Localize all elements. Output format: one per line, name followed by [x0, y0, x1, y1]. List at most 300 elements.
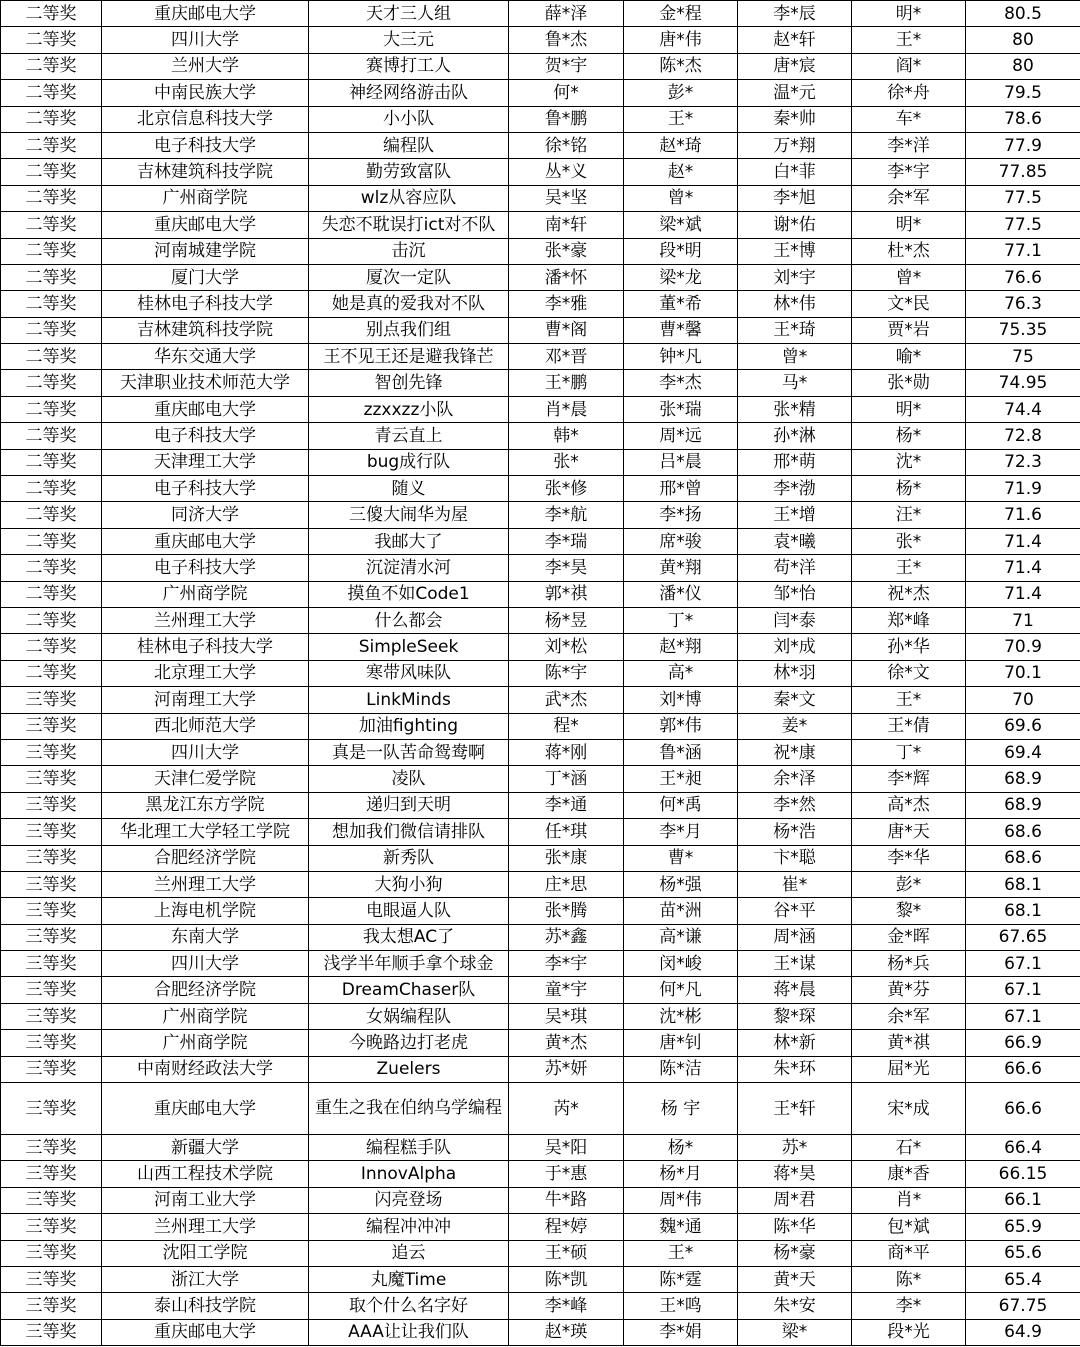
- team-name-cell: 赛博打工人: [309, 53, 509, 79]
- team-name-cell: 寒带风味队: [309, 660, 509, 686]
- member-cell: 张*瑞: [624, 396, 738, 422]
- member-cell: 黄*杰: [509, 1030, 624, 1056]
- team-name-cell: 编程糕手队: [309, 1135, 509, 1161]
- member-cell: 庄*思: [509, 871, 624, 897]
- score-cell: 67.75: [966, 1293, 1080, 1319]
- team-name-cell: DreamChaser队: [309, 977, 509, 1003]
- member-cell: 刘*博: [624, 687, 738, 713]
- coach-cell: 肖*: [852, 1187, 966, 1213]
- member-cell: 芮*: [509, 1083, 624, 1135]
- member-cell: 刘*宇: [738, 264, 852, 290]
- score-cell: 67.65: [966, 924, 1080, 950]
- score-cell: 71.6: [966, 502, 1080, 528]
- member-cell: 秦*文: [738, 687, 852, 713]
- award-cell: 三等奖: [1, 1319, 102, 1345]
- member-cell: 邹*怡: [738, 581, 852, 607]
- member-cell: 高*: [624, 660, 738, 686]
- team-name-cell: 天才三人组: [309, 1, 509, 27]
- school-cell: 重庆邮电大学: [102, 528, 309, 554]
- award-cell: 二等奖: [1, 607, 102, 633]
- member-cell: 杨*昱: [509, 607, 624, 633]
- member-cell: 黄*翔: [624, 555, 738, 581]
- score-cell: 80.5: [966, 1, 1080, 27]
- member-cell: 王*鹏: [509, 370, 624, 396]
- member-cell: 李*雅: [509, 291, 624, 317]
- coach-cell: 车*: [852, 106, 966, 132]
- member-cell: 陈*杰: [624, 53, 738, 79]
- score-cell: 75: [966, 344, 1080, 370]
- member-cell: 李*航: [509, 502, 624, 528]
- score-cell: 77.5: [966, 212, 1080, 238]
- table-row: [1, 845, 1080, 871]
- school-cell: 重庆邮电大学: [102, 1, 309, 27]
- school-cell: 广州商学院: [102, 1003, 309, 1029]
- coach-cell: 徐*文: [852, 660, 966, 686]
- member-cell: 朱*安: [738, 1293, 852, 1319]
- table-row: [1, 1056, 1080, 1082]
- award-cell: 二等奖: [1, 159, 102, 185]
- school-cell: 重庆邮电大学: [102, 1319, 309, 1345]
- score-cell: 69.6: [966, 713, 1080, 739]
- member-cell: 王*轩: [738, 1083, 852, 1135]
- member-cell: 杨*: [624, 1135, 738, 1161]
- school-cell: 西北师范大学: [102, 713, 309, 739]
- coach-cell: 屈*光: [852, 1056, 966, 1082]
- member-cell: 贺*宇: [509, 53, 624, 79]
- member-cell: 李*杰: [624, 370, 738, 396]
- score-cell: 68.1: [966, 871, 1080, 897]
- coach-cell: 李*: [852, 1293, 966, 1319]
- team-name-cell: 神经网络游击队: [309, 80, 509, 106]
- member-cell: 韩*: [509, 423, 624, 449]
- member-cell: 赵*翔: [624, 634, 738, 660]
- school-cell: 兰州大学: [102, 53, 309, 79]
- score-cell: 68.9: [966, 766, 1080, 792]
- table-row: [1, 396, 1080, 422]
- member-cell: 王*琦: [738, 317, 852, 343]
- coach-cell: 商*平: [852, 1240, 966, 1266]
- table-row: [1, 1214, 1080, 1240]
- member-cell: 张*腾: [509, 898, 624, 924]
- award-cell: 三等奖: [1, 1030, 102, 1056]
- score-cell: 70: [966, 687, 1080, 713]
- member-cell: 李*扬: [624, 502, 738, 528]
- table-row: [1, 660, 1080, 686]
- award-cell: 二等奖: [1, 106, 102, 132]
- table-row: [1, 871, 1080, 897]
- score-cell: 69.4: [966, 739, 1080, 765]
- score-cell: 76.6: [966, 264, 1080, 290]
- team-name-cell: 我太想AC了: [309, 924, 509, 950]
- award-cell: 三等奖: [1, 1161, 102, 1187]
- member-cell: 杨*浩: [738, 819, 852, 845]
- team-name-cell: 凌队: [309, 766, 509, 792]
- team-name-cell: 浅学半年顺手拿个球金: [309, 951, 509, 977]
- school-cell: 兰州理工大学: [102, 871, 309, 897]
- school-cell: 天津仁爱学院: [102, 766, 309, 792]
- school-cell: 四川大学: [102, 951, 309, 977]
- school-cell: 重庆邮电大学: [102, 1083, 309, 1135]
- member-cell: 张*精: [738, 396, 852, 422]
- member-cell: 朱*环: [738, 1056, 852, 1082]
- coach-cell: 李*辉: [852, 766, 966, 792]
- award-cell: 三等奖: [1, 845, 102, 871]
- member-cell: 刘*松: [509, 634, 624, 660]
- award-cell: 三等奖: [1, 1214, 102, 1240]
- team-name-cell: 重生之我在伯纳乌学编程: [309, 1083, 509, 1135]
- coach-cell: 张*: [852, 528, 966, 554]
- score-cell: 72.8: [966, 423, 1080, 449]
- member-cell: 姜*: [738, 713, 852, 739]
- member-cell: 沈*彬: [624, 1003, 738, 1029]
- member-cell: 陈*宇: [509, 660, 624, 686]
- score-cell: 68.9: [966, 792, 1080, 818]
- coach-cell: 张*勋: [852, 370, 966, 396]
- team-name-cell: 编程队: [309, 132, 509, 158]
- member-cell: 唐*钊: [624, 1030, 738, 1056]
- school-cell: 同济大学: [102, 502, 309, 528]
- member-cell: 李*峰: [509, 1293, 624, 1319]
- table-row: [1, 687, 1080, 713]
- table-row: [1, 713, 1080, 739]
- member-cell: 王*谋: [738, 951, 852, 977]
- member-cell: 武*杰: [509, 687, 624, 713]
- member-cell: 王*: [624, 106, 738, 132]
- member-cell: 李*娟: [624, 1319, 738, 1345]
- award-cell: 二等奖: [1, 660, 102, 686]
- award-cell: 三等奖: [1, 792, 102, 818]
- table-row: [1, 977, 1080, 1003]
- score-cell: 67.1: [966, 951, 1080, 977]
- team-name-cell: 加油fighting: [309, 713, 509, 739]
- member-cell: 蒋*晨: [738, 977, 852, 1003]
- team-name-cell: 丸魔Time: [309, 1266, 509, 1292]
- member-cell: 金*程: [624, 1, 738, 27]
- coach-cell: 明*: [852, 1, 966, 27]
- coach-cell: 彭*: [852, 871, 966, 897]
- table-row: [1, 449, 1080, 475]
- school-cell: 河南理工大学: [102, 687, 309, 713]
- member-cell: 彭*: [624, 80, 738, 106]
- member-cell: 童*宇: [509, 977, 624, 1003]
- team-name-cell: 小小队: [309, 106, 509, 132]
- member-cell: 林*伟: [738, 291, 852, 317]
- coach-cell: 李*宇: [852, 159, 966, 185]
- award-cell: 二等奖: [1, 238, 102, 264]
- award-cell: 二等奖: [1, 370, 102, 396]
- coach-cell: 包*斌: [852, 1214, 966, 1240]
- member-cell: 郭*伟: [624, 713, 738, 739]
- team-name-cell: 别点我们组: [309, 317, 509, 343]
- team-name-cell: 随义: [309, 476, 509, 502]
- member-cell: 马*: [738, 370, 852, 396]
- score-cell: 80: [966, 27, 1080, 53]
- score-cell: 76.3: [966, 291, 1080, 317]
- member-cell: 张*豪: [509, 238, 624, 264]
- team-name-cell: 想加我们微信请排队: [309, 819, 509, 845]
- team-name-cell: 大三元: [309, 27, 509, 53]
- member-cell: 邢*曾: [624, 476, 738, 502]
- award-cell: 三等奖: [1, 1240, 102, 1266]
- award-cell: 二等奖: [1, 27, 102, 53]
- table-row: [1, 317, 1080, 343]
- member-cell: 王*鸣: [624, 1293, 738, 1319]
- team-name-cell: wlz从容应队: [309, 185, 509, 211]
- score-cell: 72.3: [966, 449, 1080, 475]
- member-cell: 吴*琪: [509, 1003, 624, 1029]
- member-cell: 南*轩: [509, 212, 624, 238]
- coach-cell: 段*光: [852, 1319, 966, 1345]
- member-cell: 李*昊: [509, 555, 624, 581]
- member-cell: 赵*轩: [738, 27, 852, 53]
- school-cell: 河南城建学院: [102, 238, 309, 264]
- team-name-cell: 智创先锋: [309, 370, 509, 396]
- team-name-cell: 编程冲冲冲: [309, 1214, 509, 1240]
- table-row: [1, 1161, 1080, 1187]
- table-row: [1, 53, 1080, 79]
- member-cell: 杨*强: [624, 871, 738, 897]
- table-row: [1, 1083, 1080, 1135]
- table-row: [1, 370, 1080, 396]
- award-cell: 三等奖: [1, 713, 102, 739]
- member-cell: 王*硕: [509, 1240, 624, 1266]
- member-cell: 薛*泽: [509, 1, 624, 27]
- school-cell: 桂林电子科技大学: [102, 634, 309, 660]
- table-row: [1, 1319, 1080, 1345]
- table-row: [1, 819, 1080, 845]
- team-name-cell: 电眼逼人队: [309, 898, 509, 924]
- team-name-cell: 失恋不耽误打ict对不队: [309, 212, 509, 238]
- team-name-cell: 击沉: [309, 238, 509, 264]
- school-cell: 兰州理工大学: [102, 1214, 309, 1240]
- member-cell: 陈*凯: [509, 1266, 624, 1292]
- score-cell: 79.5: [966, 80, 1080, 106]
- table-row: [1, 502, 1080, 528]
- team-name-cell: 闪亮登场: [309, 1187, 509, 1213]
- member-cell: 鲁*涵: [624, 739, 738, 765]
- coach-cell: 黄*祺: [852, 1030, 966, 1056]
- coach-cell: 汪*: [852, 502, 966, 528]
- member-cell: 赵*瑛: [509, 1319, 624, 1345]
- table-row: [1, 1, 1080, 27]
- school-cell: 山西工程技术学院: [102, 1161, 309, 1187]
- table-row: [1, 924, 1080, 950]
- table-row: [1, 212, 1080, 238]
- member-cell: 张*康: [509, 845, 624, 871]
- coach-cell: 明*: [852, 396, 966, 422]
- member-cell: 丁*涵: [509, 766, 624, 792]
- award-cell: 二等奖: [1, 212, 102, 238]
- coach-cell: 明*: [852, 212, 966, 238]
- member-cell: 苗*洲: [624, 898, 738, 924]
- award-cell: 三等奖: [1, 1083, 102, 1135]
- score-cell: 66.6: [966, 1083, 1080, 1135]
- coach-cell: 李*华: [852, 845, 966, 871]
- school-cell: 广州商学院: [102, 1030, 309, 1056]
- score-cell: 66.6: [966, 1056, 1080, 1082]
- award-cell: 三等奖: [1, 739, 102, 765]
- member-cell: 谷*平: [738, 898, 852, 924]
- score-cell: 65.4: [966, 1266, 1080, 1292]
- member-cell: 李*然: [738, 792, 852, 818]
- team-name-cell: LinkMinds: [309, 687, 509, 713]
- team-name-cell: 她是真的爱我对不队: [309, 291, 509, 317]
- team-name-cell: bug成行队: [309, 449, 509, 475]
- award-cell: 三等奖: [1, 687, 102, 713]
- member-cell: 邢*萌: [738, 449, 852, 475]
- award-cell: 二等奖: [1, 581, 102, 607]
- coach-cell: 唐*天: [852, 819, 966, 845]
- award-cell: 三等奖: [1, 1003, 102, 1029]
- coach-cell: 杨*: [852, 423, 966, 449]
- table-row: [1, 739, 1080, 765]
- school-cell: 东南大学: [102, 924, 309, 950]
- member-cell: 丛*义: [509, 159, 624, 185]
- coach-cell: 文*民: [852, 291, 966, 317]
- school-cell: 广州商学院: [102, 581, 309, 607]
- award-cell: 二等奖: [1, 264, 102, 290]
- table-row: [1, 951, 1080, 977]
- school-cell: 沈阳工学院: [102, 1240, 309, 1266]
- member-cell: 牛*路: [509, 1187, 624, 1213]
- score-cell: 71.4: [966, 581, 1080, 607]
- member-cell: 曾*: [738, 344, 852, 370]
- coach-cell: 杨*兵: [852, 951, 966, 977]
- member-cell: 李*通: [509, 792, 624, 818]
- score-cell: 65.9: [966, 1214, 1080, 1240]
- award-cell: 二等奖: [1, 185, 102, 211]
- table-row: [1, 1135, 1080, 1161]
- member-cell: 陈*霆: [624, 1266, 738, 1292]
- school-cell: 吉林建筑科技学院: [102, 159, 309, 185]
- award-cell: 三等奖: [1, 1056, 102, 1082]
- school-cell: 华北理工大学轻工学院: [102, 819, 309, 845]
- member-cell: 李*瑞: [509, 528, 624, 554]
- school-cell: 泰山科技学院: [102, 1293, 309, 1319]
- school-cell: 厦门大学: [102, 264, 309, 290]
- school-cell: 电子科技大学: [102, 423, 309, 449]
- award-cell: 二等奖: [1, 291, 102, 317]
- coach-cell: 徐*舟: [852, 80, 966, 106]
- member-cell: 刘*成: [738, 634, 852, 660]
- member-cell: 丁*: [624, 607, 738, 633]
- member-cell: 卞*聪: [738, 845, 852, 871]
- score-cell: 66.4: [966, 1135, 1080, 1161]
- table-row: [1, 106, 1080, 132]
- score-cell: 65.6: [966, 1240, 1080, 1266]
- member-cell: 曹*馨: [624, 317, 738, 343]
- score-cell: 71: [966, 607, 1080, 633]
- table-row: [1, 27, 1080, 53]
- award-cell: 三等奖: [1, 951, 102, 977]
- team-name-cell: 大狗小狗: [309, 871, 509, 897]
- score-cell: 74.4: [966, 396, 1080, 422]
- coach-cell: 曾*: [852, 264, 966, 290]
- member-cell: 闵*峻: [624, 951, 738, 977]
- score-cell: 70.1: [966, 660, 1080, 686]
- coach-cell: 王*倩: [852, 713, 966, 739]
- coach-cell: 沈*: [852, 449, 966, 475]
- award-cell: 二等奖: [1, 53, 102, 79]
- member-cell: 魏*通: [624, 1214, 738, 1240]
- member-cell: 任*琪: [509, 819, 624, 845]
- table-row: [1, 581, 1080, 607]
- score-cell: 66.9: [966, 1030, 1080, 1056]
- school-cell: 浙江大学: [102, 1266, 309, 1292]
- member-cell: 周*君: [738, 1187, 852, 1213]
- school-cell: 兰州理工大学: [102, 607, 309, 633]
- member-cell: 郭*祺: [509, 581, 624, 607]
- member-cell: 白*菲: [738, 159, 852, 185]
- coach-cell: 丁*: [852, 739, 966, 765]
- table-row: [1, 607, 1080, 633]
- score-cell: 71.4: [966, 528, 1080, 554]
- member-cell: 赵*琦: [624, 132, 738, 158]
- member-cell: 蒋*刚: [509, 739, 624, 765]
- member-cell: 苏*: [738, 1135, 852, 1161]
- coach-cell: 郑*峰: [852, 607, 966, 633]
- school-cell: 桂林电子科技大学: [102, 291, 309, 317]
- member-cell: 鲁*杰: [509, 27, 624, 53]
- score-cell: 68.6: [966, 819, 1080, 845]
- award-cell: 三等奖: [1, 924, 102, 950]
- score-cell: 67.1: [966, 977, 1080, 1003]
- score-cell: 66.1: [966, 1187, 1080, 1213]
- coach-cell: 杨*: [852, 476, 966, 502]
- coach-cell: 黄*芬: [852, 977, 966, 1003]
- member-cell: 董*希: [624, 291, 738, 317]
- team-name-cell: 追云: [309, 1240, 509, 1266]
- table-row: [1, 159, 1080, 185]
- team-name-cell: 取个什么名字好: [309, 1293, 509, 1319]
- team-name-cell: SimpleSeek: [309, 634, 509, 660]
- member-cell: 梁*龙: [624, 264, 738, 290]
- school-cell: 新疆大学: [102, 1135, 309, 1161]
- table-row: [1, 792, 1080, 818]
- member-cell: 曹*阁: [509, 317, 624, 343]
- team-name-cell: 三傻大闹华为屋: [309, 502, 509, 528]
- member-cell: 王*增: [738, 502, 852, 528]
- school-cell: 河南工业大学: [102, 1187, 309, 1213]
- coach-cell: 李*洋: [852, 132, 966, 158]
- coach-cell: 高*杰: [852, 792, 966, 818]
- member-cell: 徐*铭: [509, 132, 624, 158]
- member-cell: 蒋*昊: [738, 1161, 852, 1187]
- team-name-cell: 青云直上: [309, 423, 509, 449]
- member-cell: 李*宇: [509, 951, 624, 977]
- award-cell: 二等奖: [1, 449, 102, 475]
- member-cell: 何*禹: [624, 792, 738, 818]
- school-cell: 合肥经济学院: [102, 977, 309, 1003]
- member-cell: 谢*佑: [738, 212, 852, 238]
- table-row: [1, 528, 1080, 554]
- table-row: [1, 344, 1080, 370]
- member-cell: 潘*怀: [509, 264, 624, 290]
- table-row: [1, 80, 1080, 106]
- table-row: [1, 555, 1080, 581]
- score-cell: 77.5: [966, 185, 1080, 211]
- member-cell: 唐*伟: [624, 27, 738, 53]
- member-cell: 梁*: [738, 1319, 852, 1345]
- member-cell: 周*远: [624, 423, 738, 449]
- table-body: [1, 1, 1080, 1346]
- table-row: [1, 291, 1080, 317]
- school-cell: 电子科技大学: [102, 476, 309, 502]
- table-row: [1, 1266, 1080, 1292]
- member-cell: 肖*晨: [509, 396, 624, 422]
- member-cell: 崔*: [738, 871, 852, 897]
- table-row: [1, 1240, 1080, 1266]
